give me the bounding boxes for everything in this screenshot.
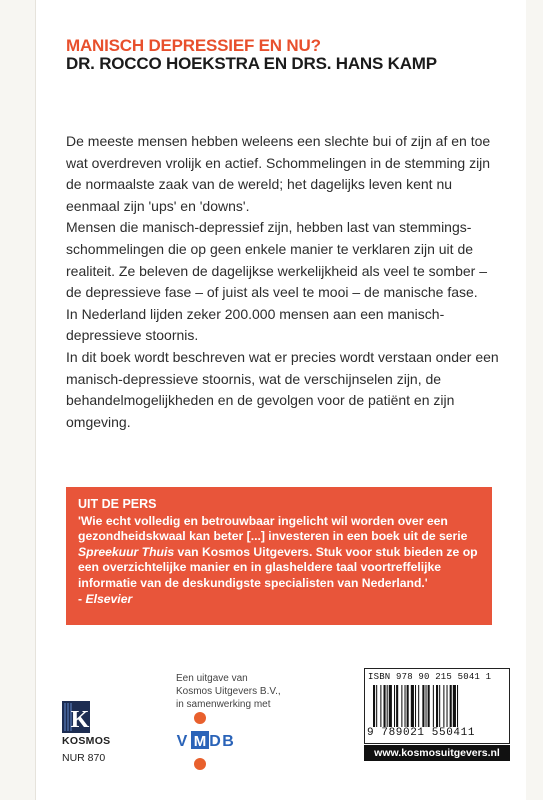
blurb-paragraph-4: In dit boek wordt beschreven wat er precies wordt verstaan onder een manisch-depressieve stoornis, wat de verschijnselen zijn, de behandelmogelijkheden en de gevolgen voor de patiënt en zijn omgeving. bbox=[66, 348, 499, 430]
publisher-note-line-1: Een uitgave van bbox=[176, 673, 248, 684]
book-authors: DR. ROCCO HOEKSTRA EN DRS. HANS KAMP bbox=[66, 54, 437, 73]
vmdb-logo bbox=[160, 710, 240, 774]
barcode-bar bbox=[426, 685, 427, 727]
barcode-box bbox=[364, 668, 510, 744]
barcode-bar bbox=[405, 685, 406, 727]
publisher-website: www.kosmosuitgevers.nl bbox=[364, 745, 510, 761]
barcode-bar bbox=[373, 685, 375, 727]
kosmos-logo bbox=[62, 701, 90, 733]
book-title: MANISCH DEPRESSIEF EN NU? bbox=[66, 36, 321, 55]
isbn-label: ISBN 978 90 215 5041 1 bbox=[368, 672, 492, 682]
blurb-paragraph-3: In Nederland lijden zeker 200.000 mensen aan een manisch-depressieve stoornis. bbox=[66, 305, 445, 344]
press-source-name: Elsevier bbox=[85, 591, 133, 606]
press-source bbox=[78, 592, 478, 608]
publisher-note-line-2: Kosmos Uitgevers B.V., bbox=[176, 686, 281, 697]
blurb-paragraph-1: De meeste mensen hebben weleens een slechte bui of zijn af en toe wat overdreven vrolijk en actief. Schommelingen in de stemming zijn de normaalste zaak van de wereld; het dagelijks leven kent nu eenmaal zijn 'ups' en 'downs'. bbox=[66, 133, 491, 214]
vmdb-letter-d: D bbox=[209, 733, 221, 750]
barcode-bar bbox=[439, 685, 440, 727]
blurb-text bbox=[66, 131, 506, 433]
barcode-bar bbox=[447, 685, 448, 727]
barcode-bar bbox=[450, 685, 452, 727]
barcode-bar bbox=[394, 685, 395, 727]
publisher-note bbox=[176, 672, 281, 711]
press-quote-end: van Kosmos Uitgevers. Stuk voor stuk bieden ze op een overzichtelijke manier en in glasheldere taal voortreffelijke informatie van de deskundigste specialisten van Nederland.' bbox=[78, 544, 478, 590]
barcode-bar bbox=[415, 685, 416, 727]
nur-code: NUR 870 bbox=[62, 752, 106, 764]
barcode-bar bbox=[457, 685, 458, 727]
barcode-bar bbox=[384, 685, 386, 727]
barcode-bar bbox=[436, 685, 438, 727]
barcode-bar bbox=[376, 685, 377, 727]
press-series-name: Spreekuur Thuis bbox=[78, 544, 175, 559]
publisher-name: KOSMOS bbox=[62, 735, 111, 747]
barcode-bar bbox=[396, 685, 398, 727]
press-quote-start: 'Wie echt volledig en betrouwbaar ingelicht wil worden over een gezondheidskwaal kan beter [...] investeren in een boek uit de serie bbox=[78, 513, 468, 544]
barcode-bar bbox=[380, 685, 381, 727]
publisher-note-line-3: in samenwerking met bbox=[176, 699, 271, 710]
barcode-bar bbox=[453, 685, 456, 727]
barcode-bar bbox=[428, 685, 430, 727]
vmdb-letter-v: V bbox=[176, 733, 188, 750]
press-quote bbox=[78, 514, 478, 592]
press-review-box bbox=[66, 487, 492, 625]
barcode-bar bbox=[411, 685, 414, 727]
barcode-bar bbox=[418, 685, 419, 727]
press-source-dash: - bbox=[78, 591, 86, 606]
barcode-bar bbox=[433, 685, 434, 727]
kosmos-logo-letter: K bbox=[70, 707, 90, 733]
barcode-bars bbox=[373, 685, 503, 727]
barcode-bar bbox=[443, 685, 444, 727]
barcode-bar bbox=[407, 685, 409, 727]
barcode-bar bbox=[401, 685, 402, 727]
press-heading: UIT DE PERS bbox=[78, 497, 157, 511]
barcode-bar bbox=[387, 685, 388, 727]
barcode-bar bbox=[389, 685, 392, 727]
blurb-paragraph-2: Mensen die manisch-depressief zijn, hebben last van stemmings-schommelingen die op geen enkele manier te verklaren zijn uit de realiteit. Ze beleven de dagelijkse werkelijkheid als veel te somber – de depressieve fase – of juist als veel te mooi – de manische fase. bbox=[66, 219, 487, 301]
back-cover bbox=[36, 0, 526, 800]
barcode-bar bbox=[422, 685, 424, 727]
vmdb-letter-m: M bbox=[193, 733, 207, 750]
barcode-digits: 9 789021 550411 bbox=[367, 727, 476, 739]
vmdb-letter-b: B bbox=[222, 733, 234, 750]
